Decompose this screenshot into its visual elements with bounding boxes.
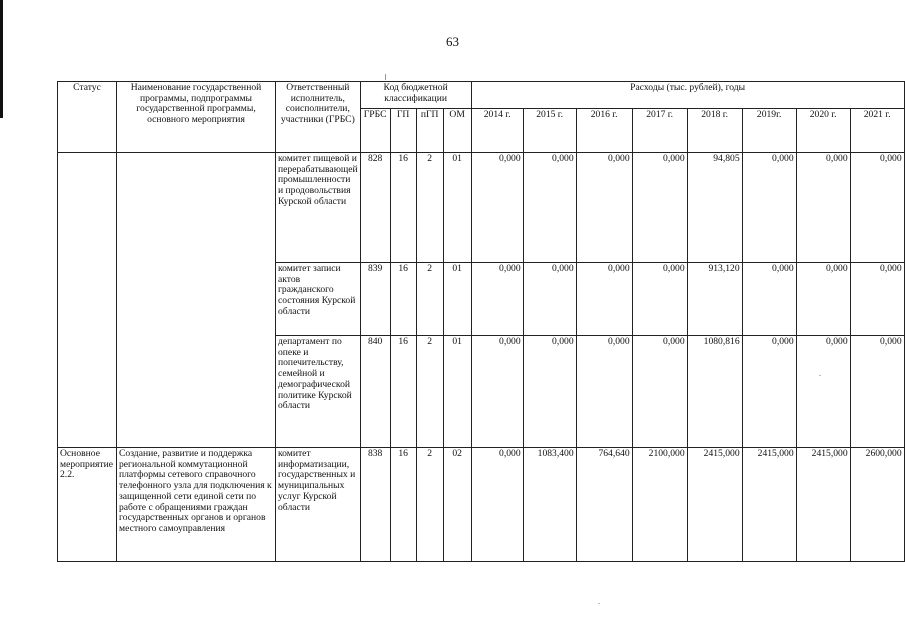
header-year: 2016 г.	[576, 109, 632, 153]
table-row	[58, 153, 905, 263]
header-year: 2015 г.	[523, 109, 576, 153]
value-cell: 0,000	[742, 336, 796, 448]
grbs-cell: 840	[360, 336, 390, 448]
value-cell: 2100,000	[632, 448, 687, 562]
header-name: Наименование государственной программы, подпрограммы государственной программы, основного мероприятия	[117, 82, 276, 153]
table-row	[58, 448, 905, 562]
responsible-cell: департамент по опеке и попечительству, семейной и демографической политике Курской области	[276, 336, 361, 448]
status-cell: Основное мероприятие 2.2.	[58, 448, 117, 562]
value-cell: 0,000	[632, 153, 687, 263]
gp-cell: 16	[390, 448, 416, 562]
header-year: 2019г.	[742, 109, 796, 153]
value-cell: 0,000	[850, 263, 904, 336]
pgp-cell: 2	[416, 153, 443, 263]
header-grbs: ГРБС	[360, 109, 390, 153]
value-cell: 94,805	[687, 153, 742, 263]
grbs-cell: 828	[360, 153, 390, 263]
value-cell: 0,000	[632, 336, 687, 448]
gp-cell: 16	[390, 263, 416, 336]
header-status: Статус	[58, 82, 117, 153]
header-year: 2020 г.	[796, 109, 850, 153]
value-cell: 0,000	[850, 153, 904, 263]
responsible-cell: комитет пищевой и перерабатывающей промышленности и продовольствия Курской области	[276, 153, 361, 263]
header-year: 2014 г.	[471, 109, 523, 153]
header-year: 2021 г.	[850, 109, 904, 153]
value-cell: 0,000	[796, 263, 850, 336]
value-cell: 0,000	[471, 448, 523, 562]
value-cell: 0,000	[471, 153, 523, 263]
value-cell: 0,000	[796, 153, 850, 263]
value-cell: 0,000	[742, 153, 796, 263]
value-cell: 764,640	[576, 448, 632, 562]
om-cell: 02	[443, 448, 471, 562]
value-cell: 0,000	[576, 263, 632, 336]
value-cell: 1083,400	[523, 448, 576, 562]
pgp-cell: 2	[416, 336, 443, 448]
value-cell: 2415,000	[796, 448, 850, 562]
value-cell: 0,000	[632, 263, 687, 336]
pgp-cell: 2	[416, 448, 443, 562]
value-cell: 2415,000	[687, 448, 742, 562]
value-cell: 1080,816	[687, 336, 742, 448]
scan-speck	[819, 375, 821, 376]
header-year: 2018 г.	[687, 109, 742, 153]
scan-mark	[385, 74, 386, 80]
gp-cell: 16	[390, 153, 416, 263]
value-cell: 0,000	[796, 336, 850, 448]
value-cell: 0,000	[742, 263, 796, 336]
responsible-cell: комитет информатизации, государственных и муниципальных услуг Курской области	[276, 448, 361, 562]
status-cell	[58, 153, 117, 448]
budget-table	[57, 81, 905, 562]
header-budget-code: Код бюджетной классификации	[360, 82, 471, 109]
om-cell: 01	[443, 336, 471, 448]
grbs-cell: 838	[360, 448, 390, 562]
value-cell: 0,000	[523, 153, 576, 263]
header-responsible: Ответственный исполнитель, соисполнители, участники (ГРБС)	[276, 82, 361, 153]
om-cell: 01	[443, 263, 471, 336]
gp-cell: 16	[390, 336, 416, 448]
page-number: 63	[446, 34, 459, 49]
header-expenses: Расходы (тыс. рублей), годы	[471, 82, 904, 109]
name-cell	[117, 153, 276, 448]
name-cell: Создание, развитие и поддержка региональной коммутационной платформы сетевого справочного телефонного узла для подключения к защищенной сети единой сети по работе с обращениями граждан государственных органов и органов местного самоуправления	[117, 448, 276, 562]
value-cell: 2600,000	[850, 448, 904, 562]
header-gp: ГП	[390, 109, 416, 153]
grbs-cell: 839	[360, 263, 390, 336]
header-pgp: пГП	[416, 109, 443, 153]
value-cell: 0,000	[471, 263, 523, 336]
scan-speck	[598, 603, 600, 604]
value-cell: 0,000	[850, 336, 904, 448]
pgp-cell: 2	[416, 263, 443, 336]
responsible-cell: комитет записи актов гражданского состояния Курской области	[276, 263, 361, 336]
value-cell: 0,000	[523, 263, 576, 336]
header-year: 2017 г.	[632, 109, 687, 153]
om-cell: 01	[443, 153, 471, 263]
header-om: ОМ	[443, 109, 471, 153]
value-cell: 0,000	[471, 336, 523, 448]
value-cell: 0,000	[576, 336, 632, 448]
value-cell: 2415,000	[742, 448, 796, 562]
scan-edge-line	[0, 0, 3, 118]
value-cell: 0,000	[523, 336, 576, 448]
value-cell: 913,120	[687, 263, 742, 336]
value-cell: 0,000	[576, 153, 632, 263]
